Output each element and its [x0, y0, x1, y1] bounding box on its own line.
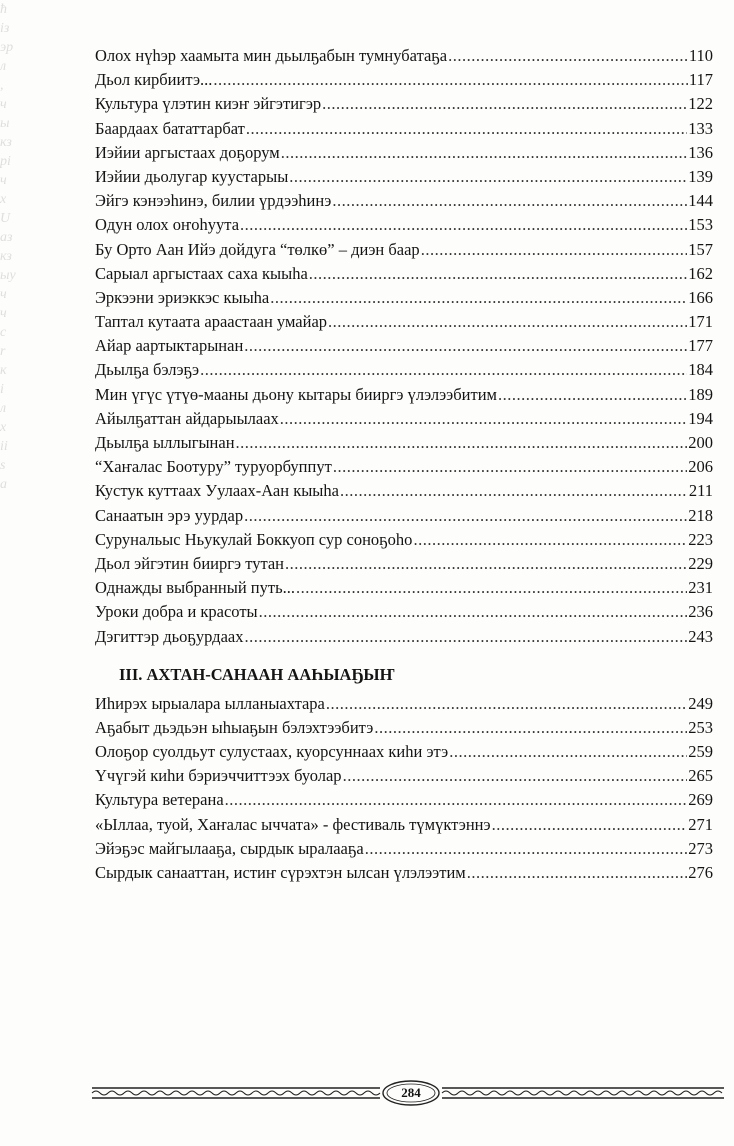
- entry-title: Баардаах бататтарбат: [95, 118, 245, 138]
- entry-title: Одун олох оҥоһуута: [95, 215, 240, 235]
- dot-leader: [421, 238, 688, 262]
- entry-page-number: 218: [688, 505, 713, 525]
- dot-leader: [343, 764, 688, 788]
- dot-leader: [281, 141, 688, 165]
- entry-page-number: 249: [688, 693, 713, 713]
- toc-entry: [95, 383, 713, 407]
- section-contents-list: [95, 692, 713, 886]
- entry-page-number: 243: [688, 626, 713, 646]
- contents-list: [95, 44, 713, 649]
- toc-entry: [95, 504, 713, 528]
- toc-entry: [95, 238, 713, 262]
- toc-entry: [95, 141, 713, 165]
- bleed-through-margin: ћ із эр л , ч ы кз рі ч х U аз кз ыу ч ч с r к і л х ii s а: [0, 2, 16, 492]
- entry-page-number: 206: [688, 457, 713, 477]
- toc-entry: [95, 262, 713, 286]
- entry-title: Культура үлэтин киэҥ эйгэтигэр: [95, 94, 322, 114]
- entry-page-number: 229: [688, 553, 713, 573]
- entry-page-number: 194: [688, 408, 713, 428]
- toc-entry: [95, 716, 713, 740]
- dot-leader: [285, 552, 687, 576]
- toc-entry: [95, 165, 713, 189]
- page-number: 284: [401, 1085, 421, 1100]
- dot-leader: [322, 92, 687, 116]
- toc-entry: [95, 692, 713, 716]
- dot-leader: [449, 740, 687, 764]
- toc-entry: [95, 788, 713, 812]
- toc-entry: [95, 92, 713, 116]
- dot-leader: [200, 358, 687, 382]
- dot-leader: [240, 213, 687, 237]
- toc-entry: [95, 576, 713, 600]
- dot-leader: [332, 189, 687, 213]
- dot-leader: [309, 262, 687, 286]
- entry-page-number: 271: [688, 814, 713, 834]
- toc-entry: [95, 455, 713, 479]
- entry-title: Таптал кутаата араастаан умайар: [95, 312, 328, 332]
- entry-title: Иэйии аргыстаах доҕорум: [95, 142, 280, 162]
- entry-title: Аҕабыт дьэдьэн ыһыаҕын бэлэхтээбитэ: [95, 717, 374, 737]
- dot-leader: [296, 576, 687, 600]
- dot-leader: [246, 117, 687, 141]
- entry-title: Иһирэх ырыалара ылланыахтара: [95, 693, 325, 713]
- dot-leader: [270, 286, 687, 310]
- entry-page-number: 265: [688, 766, 713, 786]
- dot-leader: [498, 383, 687, 407]
- page-footer: [90, 1078, 726, 1108]
- entry-page-number: 231: [688, 578, 713, 598]
- dot-leader: [328, 310, 687, 334]
- entry-page-number: 177: [688, 336, 713, 356]
- entry-title: Культура ветерана: [95, 790, 224, 810]
- dot-leader: [467, 861, 688, 885]
- entry-title: Сырдык санааттан, истиҥ сүрэхтэн ылсан үлэлээтим: [95, 863, 466, 882]
- toc-entry: [95, 740, 713, 764]
- entry-title: Мин үгүс үтүө-мааны дьону кытары бииргэ үлэлээбитим: [95, 384, 497, 404]
- entry-title: «Ыллаа, туой, Хаҥалас ыччата» - фестиваль түмүктэннэ: [95, 814, 491, 834]
- entry-title: Эркээни эриэккэс кыыһа: [95, 287, 270, 307]
- toc-entry: [95, 528, 713, 552]
- entry-page-number: 171: [688, 312, 713, 332]
- toc-entry: [95, 44, 713, 68]
- dot-leader: [365, 837, 688, 861]
- entry-page-number: 211: [688, 481, 713, 501]
- entry-page-number: 157: [688, 239, 713, 259]
- entry-title: Сурунальыс Ньукулай Боккуоп сур соноҕоһо: [95, 529, 413, 549]
- toc-entry: [95, 286, 713, 310]
- toc-entry: [95, 861, 713, 885]
- entry-page-number: 236: [688, 602, 713, 622]
- entry-page-number: 184: [688, 360, 713, 380]
- entry-page-number: 253: [688, 717, 713, 737]
- entry-title: Дэгиттэр дьоҕурдаах: [95, 626, 244, 646]
- dot-leader: [213, 68, 687, 92]
- entry-title: Олоҕор суолдьут сулустаах, куорсуннаах киһи этэ: [95, 742, 449, 762]
- entry-page-number: 133: [688, 118, 713, 138]
- toc-entry: [95, 334, 713, 358]
- entry-page-number: 162: [688, 263, 713, 283]
- dot-leader: [374, 716, 687, 740]
- entry-page-number: 200: [688, 433, 713, 452]
- dot-leader: [289, 165, 687, 189]
- dot-leader: [244, 334, 687, 358]
- entry-title: Айар аартыктарынан: [95, 336, 244, 356]
- toc-entry: [95, 189, 713, 213]
- entry-page-number: 117: [688, 70, 713, 90]
- dot-leader: [244, 625, 687, 649]
- entry-title: Уроки добра и красоты: [95, 602, 258, 622]
- entry-page-number: 269: [688, 790, 713, 810]
- entry-page-number: 259: [688, 742, 713, 762]
- entry-page-number: 153: [688, 215, 713, 235]
- entry-title: Иэйии дьолугар куустарыы: [95, 166, 289, 186]
- toc-entry: [95, 431, 713, 455]
- entry-title: “Хаҥалас Боотуру” туруорбуппут: [95, 457, 332, 477]
- dot-leader: [326, 692, 687, 716]
- entry-title: Однажды выбранный путь...: [95, 578, 295, 598]
- section-heading: III. АХТАН-САНААН ААҺЫАҔЫҤ: [119, 664, 395, 684]
- entry-page-number: 122: [688, 94, 713, 114]
- entry-page-number: 136: [688, 142, 713, 162]
- entry-title: Кустук куттаах Уулаах-Аан кыыһа: [95, 481, 339, 501]
- entry-title: Сарыал аргыстаах саха кыыһа: [95, 263, 308, 283]
- entry-page-number: 144: [688, 191, 713, 211]
- dot-leader: [236, 431, 688, 455]
- dot-leader: [413, 528, 687, 552]
- entry-page-number: 223: [688, 529, 713, 549]
- entry-title: Дьылҕа ыллыгынан: [95, 433, 235, 452]
- dot-leader: [448, 44, 688, 68]
- toc-entry: [95, 625, 713, 649]
- dot-leader: [333, 455, 687, 479]
- toc-entry: [95, 764, 713, 788]
- entry-title: Үчүгэй киһи бэриэччиттээх буолар: [95, 766, 342, 786]
- dot-leader: [340, 479, 688, 503]
- toc-entry: [95, 213, 713, 237]
- dot-leader: [259, 600, 688, 624]
- entry-page-number: 276: [688, 863, 713, 882]
- dot-leader: [225, 788, 688, 812]
- entry-page-number: 189: [688, 384, 713, 404]
- toc-entry: [95, 600, 713, 624]
- toc-entry: [95, 358, 713, 382]
- toc-entry: [95, 813, 713, 837]
- entry-page-number: 273: [688, 838, 713, 858]
- entry-title: Айылҕаттан айдарыылаах: [95, 408, 279, 428]
- toc-entry: [95, 407, 713, 431]
- dot-leader: [492, 813, 688, 837]
- entry-title: Эйгэ кэнээһинэ, билии үрдээһинэ: [95, 191, 332, 211]
- toc-entry: [95, 310, 713, 334]
- toc-entry: [95, 552, 713, 576]
- entry-title: Санаатын эрэ уурдар: [95, 505, 244, 525]
- entry-title: Дьылҕа бэлэҕэ: [95, 360, 200, 380]
- entry-title: Олох нүһэр хаамыта мин дьылҕабын тумнубатаҕа: [95, 46, 448, 65]
- dot-leader: [244, 504, 687, 528]
- toc-entry: [95, 837, 713, 861]
- entry-page-number: 110: [688, 46, 713, 65]
- entry-title: Дьол кирбиитэ...: [95, 70, 213, 90]
- entry-title: Дьол эйгэтин бииргэ тутан: [95, 553, 285, 573]
- entry-title: Бу Орто Аан Ийэ дойдуга “төлкө” – диэн баар: [95, 239, 420, 259]
- table-of-contents: [95, 44, 713, 885]
- toc-entry: [95, 479, 713, 503]
- entry-page-number: 166: [688, 287, 713, 307]
- toc-entry: [95, 68, 713, 92]
- entry-title: Эйэҕэс майгылааҕа, сырдык ыралааҕа: [95, 838, 364, 858]
- dot-leader: [280, 407, 687, 431]
- entry-page-number: 139: [688, 166, 713, 186]
- toc-entry: [95, 117, 713, 141]
